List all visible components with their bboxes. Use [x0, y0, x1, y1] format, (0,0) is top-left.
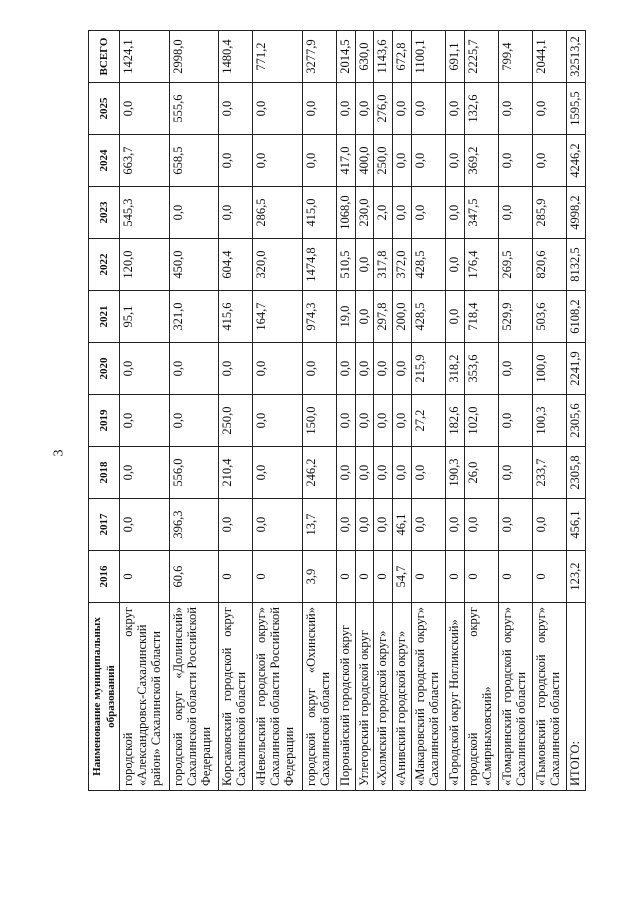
value-cell: 182,6	[445, 395, 464, 447]
value-cell: 215,9	[411, 343, 445, 395]
value-cell: 0,0	[393, 447, 412, 499]
value-cell: 630,0	[355, 31, 374, 83]
value-cell: 0,0	[445, 135, 464, 187]
value-cell: 0,0	[120, 395, 170, 447]
value-cell: 1480,4	[219, 31, 253, 83]
total-value-cell: 4998,2	[567, 187, 586, 239]
value-cell: 0,0	[498, 83, 532, 135]
header-row	[89, 31, 120, 791]
table-row	[445, 31, 464, 791]
value-cell: 132,6	[464, 83, 498, 135]
value-cell: 0,0	[169, 343, 219, 395]
table-row	[498, 31, 532, 791]
value-cell: 19,0	[336, 291, 355, 343]
municipality-name: Корсаковский городской округ Сахалинской области	[219, 603, 253, 791]
value-cell: 297,8	[374, 291, 393, 343]
value-cell: 0,0	[393, 395, 412, 447]
header-cell: 2022	[89, 239, 120, 291]
value-cell: 0,0	[374, 343, 393, 395]
value-cell: 2225,7	[464, 31, 498, 83]
value-cell: 1474,8	[302, 239, 336, 291]
total-value-cell: 32513,2	[567, 31, 586, 83]
value-cell: 0,0	[411, 187, 445, 239]
value-cell: 0,0	[498, 395, 532, 447]
value-cell: 0,0	[253, 343, 303, 395]
value-cell: 0,0	[120, 83, 170, 135]
value-cell: 233,7	[532, 447, 566, 499]
total-value-cell: 8132,5	[567, 239, 586, 291]
value-cell: 0,0	[253, 83, 303, 135]
value-cell: 0,0	[219, 343, 253, 395]
value-cell: 250,0	[374, 135, 393, 187]
value-cell: 428,5	[411, 239, 445, 291]
value-cell: 0,0	[169, 395, 219, 447]
value-cell: 0,0	[355, 239, 374, 291]
value-cell: 0	[532, 551, 566, 603]
value-cell: 27,2	[411, 395, 445, 447]
value-cell: 0	[374, 551, 393, 603]
value-cell: 0,0	[253, 395, 303, 447]
value-cell: 2,0	[374, 187, 393, 239]
value-cell: 176,4	[464, 239, 498, 291]
value-cell: 0,0	[532, 135, 566, 187]
municipality-name: «Городской округ Ногликский»	[445, 603, 464, 791]
total-value-cell: 2241,9	[567, 343, 586, 395]
value-cell: 317,8	[374, 239, 393, 291]
total-row	[567, 31, 586, 791]
value-cell: 0,0	[445, 187, 464, 239]
value-cell: 95,1	[120, 291, 170, 343]
value-cell: 0,0	[411, 83, 445, 135]
header-cell: 2023	[89, 187, 120, 239]
value-cell: 0,0	[498, 499, 532, 551]
value-cell: 0,0	[355, 499, 374, 551]
value-cell: 2044,1	[532, 31, 566, 83]
total-value-cell: 6108,2	[567, 291, 586, 343]
value-cell: 60,6	[169, 551, 219, 603]
value-cell: 658,5	[169, 135, 219, 187]
value-cell: 164,7	[253, 291, 303, 343]
total-value-cell: 456,1	[567, 499, 586, 551]
value-cell: 0,0	[411, 499, 445, 551]
total-value-cell: 2305,8	[567, 447, 586, 499]
value-cell: 0,0	[498, 343, 532, 395]
total-value-cell: 2305,6	[567, 395, 586, 447]
table-row	[355, 31, 374, 791]
value-cell: 372,0	[393, 239, 412, 291]
value-cell: 0,0	[120, 447, 170, 499]
value-cell: 0,0	[336, 447, 355, 499]
value-cell: 26,0	[464, 447, 498, 499]
table-row	[336, 31, 355, 791]
value-cell: 200,0	[393, 291, 412, 343]
value-cell: 1100,1	[411, 31, 445, 83]
value-cell: 250,0	[219, 395, 253, 447]
value-cell: 417,0	[336, 135, 355, 187]
value-cell: 0,0	[302, 83, 336, 135]
table-row	[411, 31, 445, 791]
header-cell: 2017	[89, 499, 120, 551]
value-cell: 0,0	[374, 447, 393, 499]
total-label: ИТОГО:	[567, 603, 586, 791]
value-cell: 321,0	[169, 291, 219, 343]
value-cell: 0,0	[253, 499, 303, 551]
table-row	[253, 31, 303, 791]
value-cell: 230,0	[355, 187, 374, 239]
header-cell: Наименование муниципальных образований	[89, 603, 120, 791]
value-cell: 0,0	[253, 447, 303, 499]
value-cell: 503,6	[532, 291, 566, 343]
municipality-name: городской округ «Смирныховский»	[464, 603, 498, 791]
value-cell: 0,0	[498, 447, 532, 499]
value-cell: 974,3	[302, 291, 336, 343]
municipality-name: «Томаринский городской округ» Сахалинской области	[498, 603, 532, 791]
value-cell: 0,0	[445, 499, 464, 551]
total-value-cell: 1595,5	[567, 83, 586, 135]
value-cell: 285,9	[532, 187, 566, 239]
header-cell: ВСЕГО	[89, 31, 120, 83]
value-cell: 0,0	[355, 291, 374, 343]
value-cell: 100,3	[532, 395, 566, 447]
value-cell: 0,0	[120, 343, 170, 395]
value-cell: 0,0	[219, 499, 253, 551]
value-cell: 691,1	[445, 31, 464, 83]
value-cell: 0,0	[445, 83, 464, 135]
value-cell: 0,0	[302, 343, 336, 395]
value-cell: 1143,6	[374, 31, 393, 83]
value-cell: 0,0	[393, 135, 412, 187]
value-cell: 0,0	[532, 83, 566, 135]
value-cell: 1068,0	[336, 187, 355, 239]
value-cell: 556,0	[169, 447, 219, 499]
value-cell: 396,3	[169, 499, 219, 551]
value-cell: 0,0	[445, 239, 464, 291]
value-cell: 545,3	[120, 187, 170, 239]
value-cell: 0,0	[169, 187, 219, 239]
value-cell: 0,0	[336, 343, 355, 395]
value-cell: 0,0	[498, 135, 532, 187]
value-cell: 799,4	[498, 31, 532, 83]
value-cell: 0,0	[393, 187, 412, 239]
value-cell: 663,7	[120, 135, 170, 187]
value-cell: 604,4	[219, 239, 253, 291]
value-cell: 428,5	[411, 291, 445, 343]
value-cell: 0,0	[355, 343, 374, 395]
value-cell: 318,2	[445, 343, 464, 395]
value-cell: 0,0	[219, 187, 253, 239]
municipality-name: «Макаровский городской округ» Сахалинской области	[411, 603, 445, 791]
value-cell: 0,0	[120, 499, 170, 551]
value-cell: 0,0	[411, 135, 445, 187]
value-cell: 771,2	[253, 31, 303, 83]
value-cell: 0	[445, 551, 464, 603]
value-cell: 0,0	[355, 83, 374, 135]
value-cell: 100,0	[532, 343, 566, 395]
value-cell: 120,0	[120, 239, 170, 291]
value-cell: 0,0	[253, 135, 303, 187]
value-cell: 0,0	[219, 135, 253, 187]
value-cell: 0,0	[532, 499, 566, 551]
header-cell: 2021	[89, 291, 120, 343]
value-cell: 347,5	[464, 187, 498, 239]
municipality-name: городской округ «Охинский» Сахалинской области	[302, 603, 336, 791]
value-cell: 0	[498, 551, 532, 603]
value-cell: 54,7	[393, 551, 412, 603]
value-cell: 246,2	[302, 447, 336, 499]
value-cell: 102,0	[464, 395, 498, 447]
municipality-name: «Холмский городской округ»	[374, 603, 393, 791]
value-cell: 0,0	[498, 187, 532, 239]
value-cell: 46,1	[393, 499, 412, 551]
value-cell: 0	[355, 551, 374, 603]
value-cell: 0,0	[336, 499, 355, 551]
total-value-cell: 4246,2	[567, 135, 586, 187]
page-number: 3	[51, 449, 67, 457]
table-row	[302, 31, 336, 791]
value-cell: 415,0	[302, 187, 336, 239]
value-cell: 0,0	[302, 135, 336, 187]
header-cell: 2025	[89, 83, 120, 135]
municipality-name: Поронайский городской округ	[336, 603, 355, 791]
value-cell: 0,0	[336, 395, 355, 447]
value-cell: 415,6	[219, 291, 253, 343]
table-row	[464, 31, 498, 791]
table-row	[532, 31, 566, 791]
value-cell: 820,6	[532, 239, 566, 291]
total-value-cell: 123,2	[567, 551, 586, 603]
value-cell: 0	[336, 551, 355, 603]
table-row	[120, 31, 170, 791]
value-cell: 320,0	[253, 239, 303, 291]
municipality-name: городской округ «Долинский» Сахалинской области Российской Федерации	[169, 603, 219, 791]
value-cell: 555,6	[169, 83, 219, 135]
value-cell: 190,3	[445, 447, 464, 499]
value-cell: 13,7	[302, 499, 336, 551]
value-cell: 0	[120, 551, 170, 603]
header-cell: 2018	[89, 447, 120, 499]
value-cell: 0	[411, 551, 445, 603]
table-row	[219, 31, 253, 791]
municipality-name: «Анивский городской округ»	[393, 603, 412, 791]
value-cell: 0,0	[336, 83, 355, 135]
value-cell: 0,0	[464, 499, 498, 551]
value-cell: 3277,9	[302, 31, 336, 83]
value-cell: 0,0	[355, 447, 374, 499]
table-body	[120, 31, 586, 791]
municipal-funding-table	[88, 30, 586, 791]
value-cell: 269,5	[498, 239, 532, 291]
value-cell: 450,0	[169, 239, 219, 291]
value-cell: 0,0	[374, 395, 393, 447]
value-cell: 150,0	[302, 395, 336, 447]
municipality-name: городской округ «Александровск-Сахалинский район» Сахалинской области	[120, 603, 170, 791]
table-row	[393, 31, 412, 791]
value-cell: 1424,1	[120, 31, 170, 83]
table-container	[88, 31, 586, 791]
value-cell: 286,5	[253, 187, 303, 239]
value-cell: 0,0	[374, 499, 393, 551]
value-cell: 2998,0	[169, 31, 219, 83]
value-cell: 0	[253, 551, 303, 603]
value-cell: 2014,5	[336, 31, 355, 83]
header-cell: 2024	[89, 135, 120, 187]
municipality-name: «Тымовский городской округ» Сахалинской области	[532, 603, 566, 791]
value-cell: 0,0	[393, 83, 412, 135]
value-cell: 276,0	[374, 83, 393, 135]
value-cell: 0,0	[393, 343, 412, 395]
value-cell: 672,8	[393, 31, 412, 83]
value-cell: 353,6	[464, 343, 498, 395]
value-cell: 0,0	[219, 83, 253, 135]
value-cell: 0,0	[445, 291, 464, 343]
value-cell: 510,5	[336, 239, 355, 291]
value-cell: 0	[464, 551, 498, 603]
value-cell: 400,0	[355, 135, 374, 187]
value-cell: 0	[219, 551, 253, 603]
value-cell: 0,0	[355, 395, 374, 447]
header-cell: 2016	[89, 551, 120, 603]
value-cell: 529,9	[498, 291, 532, 343]
value-cell: 0,0	[411, 447, 445, 499]
municipality-name: Углегорский городской округ	[355, 603, 374, 791]
value-cell: 210,4	[219, 447, 253, 499]
municipality-name: «Невельский городской округ» Сахалинской области Российской Федерации	[253, 603, 303, 791]
value-cell: 3,9	[302, 551, 336, 603]
table-row	[374, 31, 393, 791]
header-cell: 2019	[89, 395, 120, 447]
value-cell: 369,2	[464, 135, 498, 187]
table-row	[169, 31, 219, 791]
value-cell: 718,4	[464, 291, 498, 343]
header-cell: 2020	[89, 343, 120, 395]
